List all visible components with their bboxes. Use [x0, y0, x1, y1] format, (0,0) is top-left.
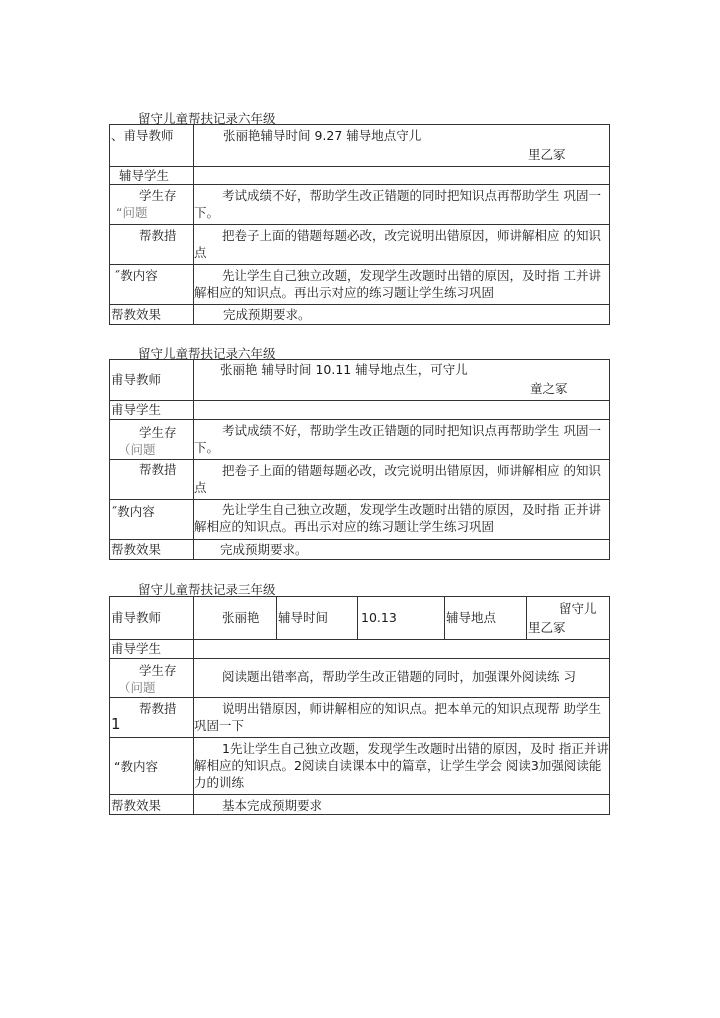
- row-divider: [110, 304, 609, 305]
- effect-label: 帮教效果: [111, 798, 162, 813]
- teacher-label: 、甫导教师: [111, 128, 174, 143]
- record-3-title: 留守儿童帮扶记录三年级: [138, 582, 276, 597]
- problem-text: 考试成绩不好，帮助学生改正错题的同时把知识点再帮助学生 巩固一下。: [194, 423, 601, 455]
- column-divider: [357, 597, 358, 639]
- row-divider: [110, 400, 609, 401]
- measures-label: 帮教措: [139, 701, 177, 716]
- teacher-label: 甫导教师: [111, 372, 162, 387]
- problem-text: 阅读题出错率高，帮助学生改正错题的同时，加强课外阅读练 习: [222, 669, 576, 684]
- column-divider: [444, 597, 445, 639]
- student-label: 甫导学生: [111, 641, 162, 656]
- problem-label: 学生存: [139, 663, 177, 678]
- teacher-label: 甫导教师: [111, 610, 162, 625]
- teacher-info-cont: 童之冢: [530, 381, 568, 396]
- row-divider: [110, 539, 609, 540]
- record-2-title: 留守儿童帮扶记录六年级: [138, 346, 276, 361]
- place-label: 辅导地点: [446, 610, 497, 625]
- content-label: ˝教内容: [111, 504, 155, 519]
- time-label: 辅导时间: [278, 610, 329, 625]
- row-divider: [110, 499, 609, 500]
- effect-label: 帮教效果: [111, 542, 162, 557]
- problem-label-2: “问题: [116, 205, 148, 220]
- teacher-name: 张丽艳: [222, 610, 260, 625]
- problem-label-2: （问题: [118, 680, 156, 695]
- teacher-info: 张丽艳 辅导时间 10.11 辅导地点生，可守儿: [220, 362, 468, 377]
- problem-label: 学生存: [139, 188, 177, 203]
- effect-text: 完成预期要求。: [223, 307, 311, 322]
- row-divider: [110, 737, 609, 738]
- measures-text: 把卷子上面的错题每题必改，改完说明出错原因，师讲解相应 的知识点: [194, 463, 601, 495]
- problem-label: 学生存: [139, 425, 177, 440]
- content-text: 先让学生自己独立改题，发现学生改题时出错的原因，及时指 正并讲解相应的知识点。再出示对应的练习题让学生练习巩固: [194, 502, 601, 534]
- content-text: 先让学生自己独立改题，发现学生改题时出错的原因，及时指 工并讲解相应的知识点。再出示对应的练习题让学生练习巩固: [194, 268, 601, 300]
- record-2-table: [109, 359, 610, 560]
- row-divider: [110, 419, 609, 420]
- problem-label-2: （问题: [118, 442, 156, 457]
- content-label: “教内容: [114, 759, 158, 774]
- row-divider: [110, 639, 609, 640]
- record-1-title: 留守儿童帮扶记录六年级: [138, 111, 276, 126]
- row-divider: [110, 264, 609, 265]
- record-1-table: [109, 124, 610, 325]
- record-3-table: [109, 596, 610, 815]
- effect-text: 基本完成预期要求: [222, 798, 323, 813]
- row-divider: [110, 184, 609, 185]
- problem-text: 考试成绩不好，帮助学生改正错题的同时把知识点再帮助学生 巩固一下。: [194, 188, 601, 220]
- column-divider: [276, 597, 277, 639]
- place-value-cont: 里乙冢: [528, 620, 566, 635]
- effect-label: 帮教效果: [111, 307, 162, 322]
- teacher-info-cont: 里乙冢: [528, 147, 566, 162]
- row-divider: [110, 459, 609, 460]
- row-divider: [110, 658, 609, 659]
- measures-label-2: 1: [111, 715, 121, 733]
- row-divider: [110, 166, 609, 167]
- effect-text: 完成预期要求。: [220, 542, 308, 557]
- student-label: 甫导学生: [111, 402, 162, 417]
- row-divider: [110, 794, 609, 795]
- row-divider: [110, 697, 609, 698]
- student-label: 辅导学生: [119, 168, 170, 183]
- measures-text: 说明出错原因，师讲解相应的知识点。把本单元的知识点现帮 助学生巩固一下: [194, 701, 601, 733]
- column-divider: [526, 597, 527, 639]
- row-divider: [110, 224, 609, 225]
- content-label: ˝教内容: [114, 268, 158, 283]
- measures-text: 把卷子上面的错题每题必改，改完说明出错原因，师讲解相应 的知识点: [194, 228, 601, 260]
- measures-label: 帮教措: [139, 228, 177, 243]
- time-value: 10.13: [361, 610, 397, 625]
- measures-label: 帮教措: [139, 462, 177, 477]
- content-text: 1先让学生自己独立改题，发现学生改题时出错的原因，及时 指正并讲解相应的知识点。2阅读自读课本中的篇章，让学生学会 阅读3加强阅读能力的训练: [194, 741, 609, 790]
- place-value: 留守儿: [559, 601, 597, 616]
- teacher-info: 张丽艳辅导时间 9.27 辅导地点守儿: [223, 128, 422, 143]
